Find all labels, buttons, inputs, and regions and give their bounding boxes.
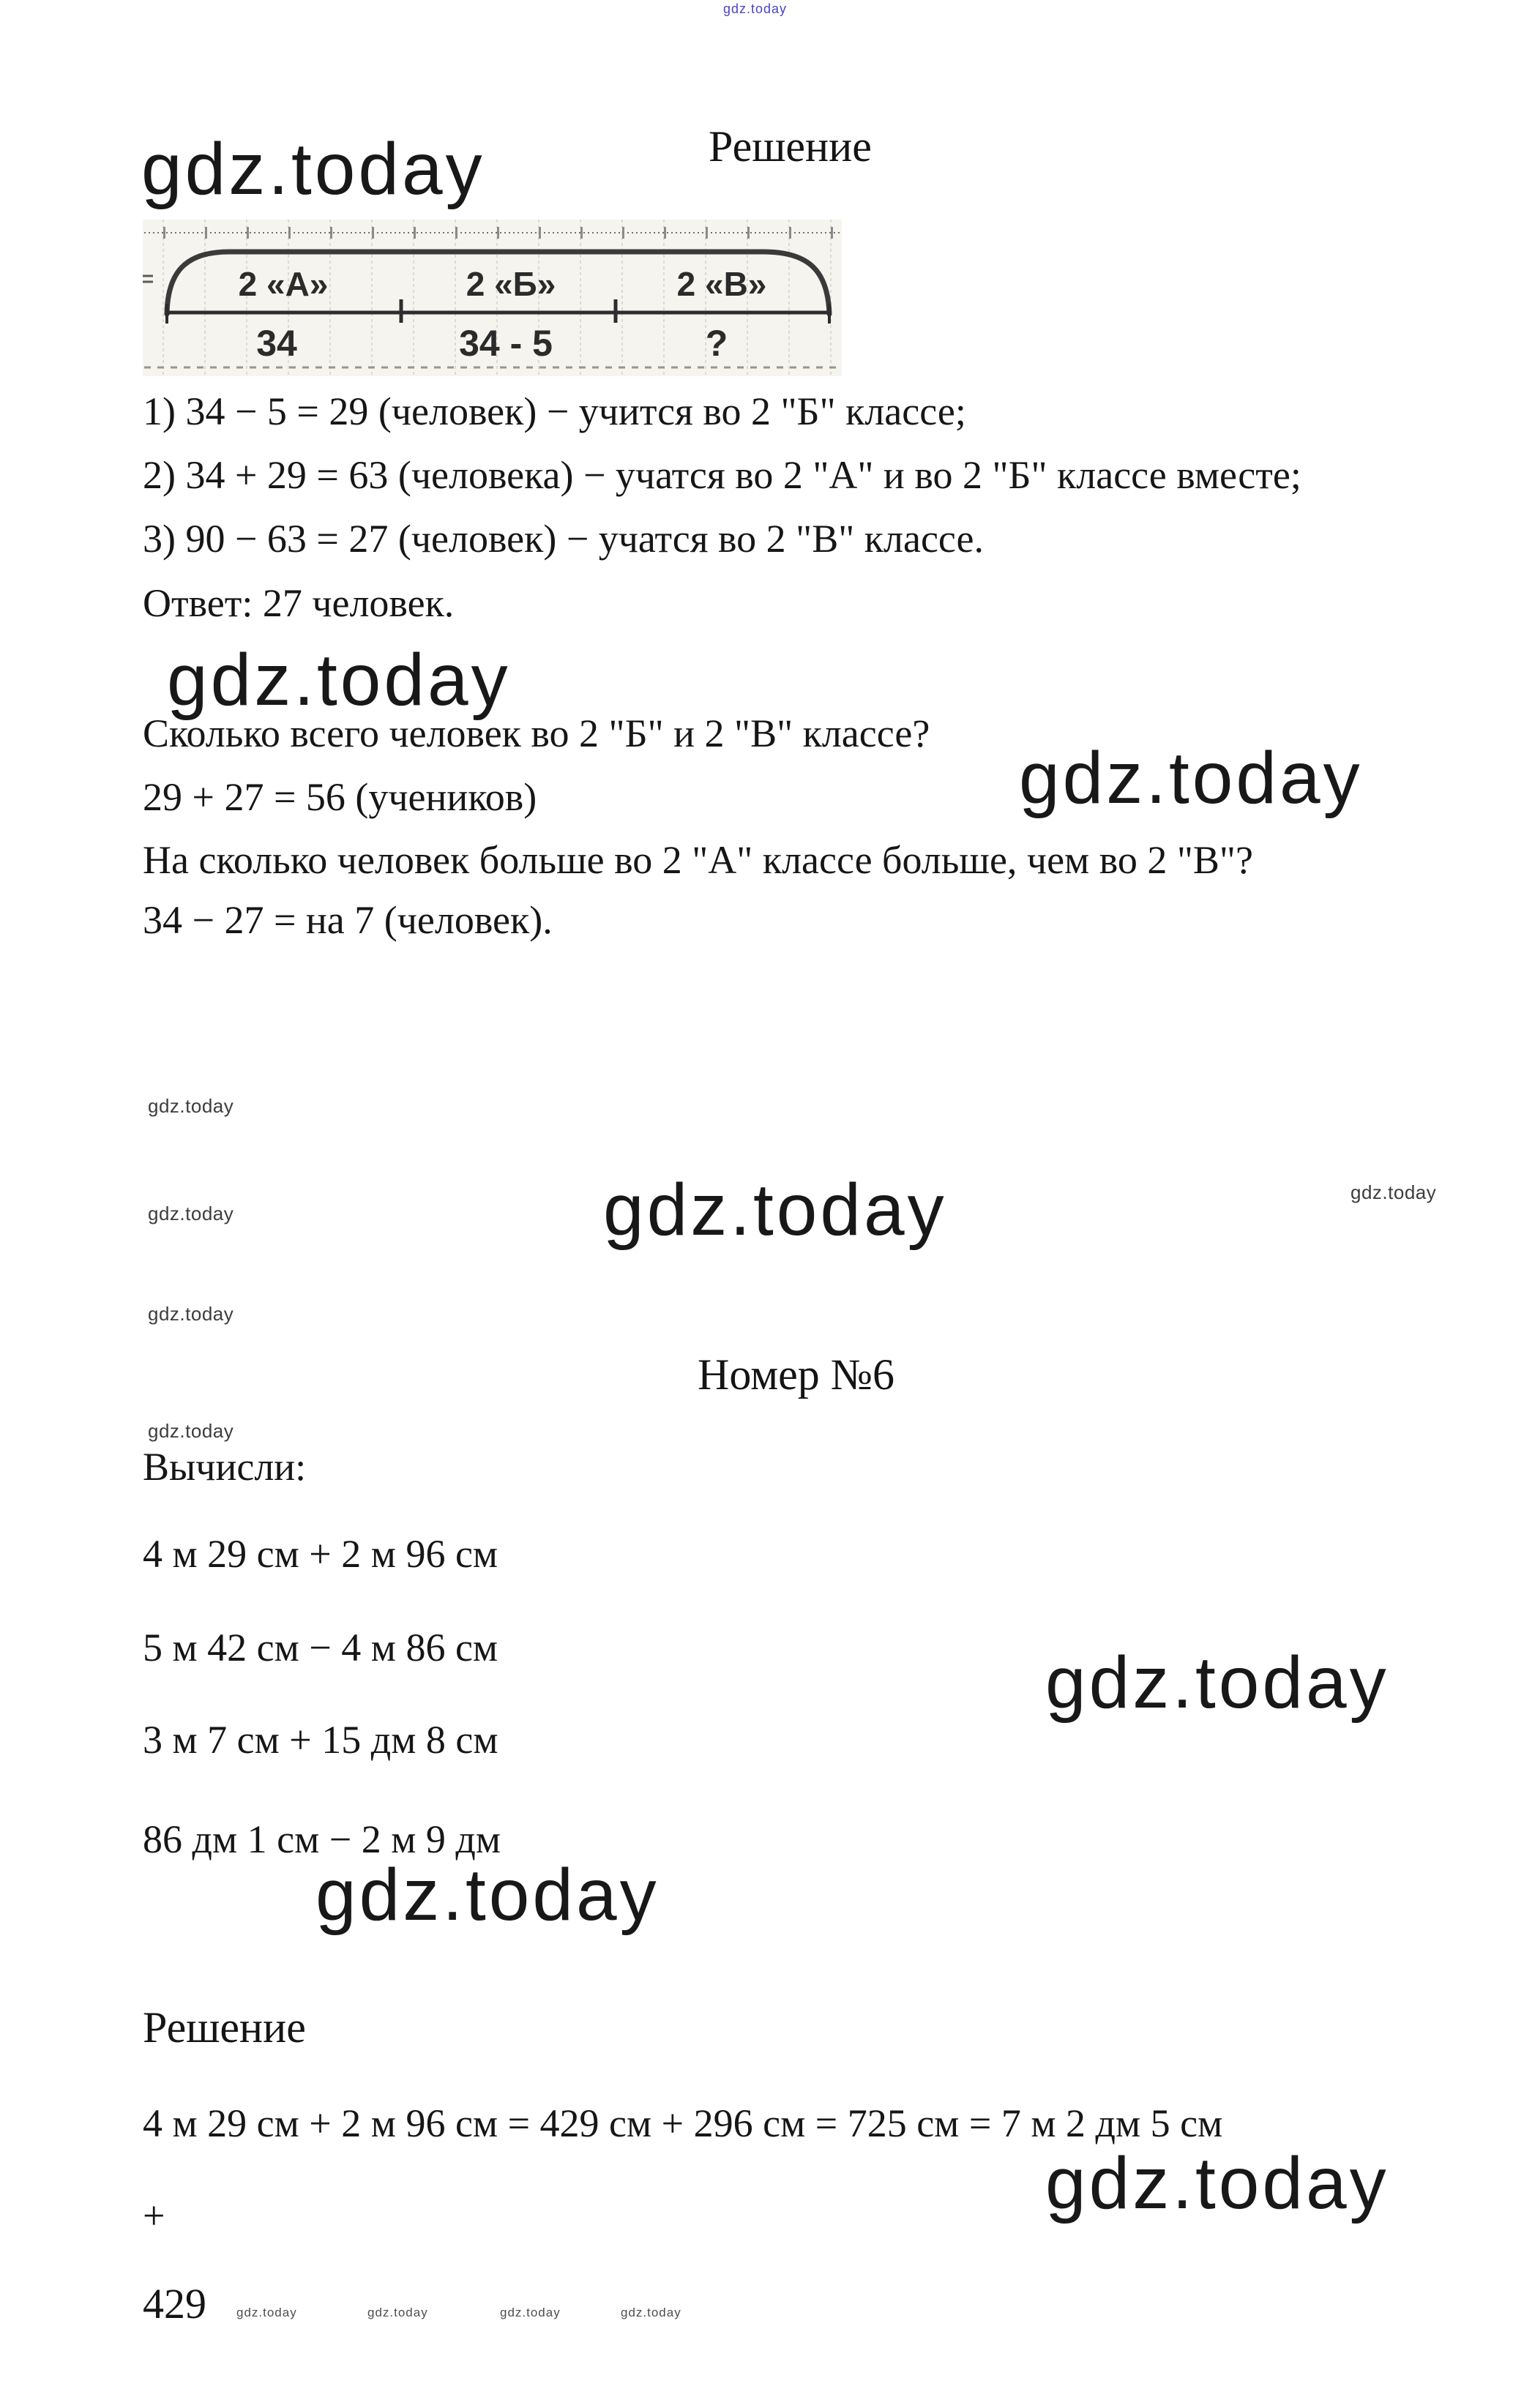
diagram-section-value: 34 — [256, 323, 297, 364]
solution-step: 1) 34 − 5 = 29 (человек) − учится во 2 "Б" классе; — [143, 389, 966, 433]
extra-question: Сколько всего человек во 2 "Б" и 2 "В" классе? — [143, 711, 930, 755]
carry-plus-sign: + — [143, 2194, 165, 2237]
diagram-section-value: ? — [705, 323, 728, 364]
task-expression: 5 м 42 см − 4 м 86 см — [143, 1626, 498, 1669]
extra-question-answer: 34 − 27 = на 7 (человек). — [143, 898, 553, 942]
segment-diagram — [143, 220, 842, 376]
watermark-gdztoday-large: gdz.today — [1045, 1642, 1389, 1724]
watermark-gdztoday-large: gdz.today — [603, 1169, 947, 1251]
task-solution-line: 4 м 29 см + 2 м 96 см = 429 см + 296 см = 725 см = 7 м 2 дм 5 см — [143, 2101, 1223, 2145]
diagram-section-label: 2 «Б» — [466, 265, 556, 303]
watermark-gdztoday-small: gdz.today — [148, 1420, 234, 1442]
watermark-gdztoday-tiny: gdz.today — [367, 2306, 428, 2319]
task-heading: Номер №6 — [698, 1350, 895, 1399]
task-expression: 3 м 7 см + 15 дм 8 см — [143, 1718, 498, 1762]
diagram-section-label: 2 «А» — [238, 265, 329, 303]
watermark-gdztoday-tiny: gdz.today — [621, 2306, 681, 2319]
watermark-gdztoday-tiny: gdz.today — [500, 2306, 561, 2319]
solution-heading: Решение — [709, 122, 872, 171]
task-prompt: Вычисли: — [143, 1445, 307, 1489]
watermark-gdztoday-large: gdz.today — [1019, 737, 1363, 819]
watermark-gdztoday-small: gdz.today — [148, 1303, 234, 1325]
page-number: 429 — [143, 2280, 206, 2327]
solution-answer: Ответ: 27 человек. — [143, 581, 455, 625]
watermark-gdztoday-small: gdz.today — [148, 1203, 234, 1224]
watermark-gdztoday-large: gdz.today — [315, 1854, 660, 1936]
watermark-gdztoday-large: gdz.today — [1045, 2142, 1389, 2224]
watermark-gdztoday-small: gdz.today — [148, 1095, 234, 1117]
extra-question: На сколько человек больше во 2 "А" классе больше, чем во 2 "В"? — [143, 838, 1253, 882]
watermark-gdztoday-tiny-blue: gdz.today — [723, 1, 788, 16]
diagram-section-label: 2 «В» — [676, 265, 767, 303]
extra-question-answer: 29 + 27 = 56 (учеников) — [143, 775, 537, 819]
solution-step: 2) 34 + 29 = 63 (человека) − учатся во 2 "А" и во 2 "Б" классе вместе; — [143, 453, 1301, 497]
diagram-section-value: 34 - 5 — [459, 323, 553, 364]
watermark-gdztoday-large: gdz.today — [141, 128, 485, 210]
watermark-gdztoday-tiny: gdz.today — [236, 2306, 297, 2319]
solution-step: 3) 90 − 63 = 27 (человек) − учатся во 2 "В" классе. — [143, 517, 985, 561]
task-expression: 86 дм 1 см − 2 м 9 дм — [143, 1817, 501, 1861]
watermark-gdztoday-small: gdz.today — [1351, 1181, 1437, 1203]
task-solution-heading: Решение — [143, 2003, 306, 2052]
task-expression: 4 м 29 см + 2 м 96 см — [143, 1532, 498, 1576]
watermark-gdztoday-large: gdz.today — [167, 639, 511, 721]
